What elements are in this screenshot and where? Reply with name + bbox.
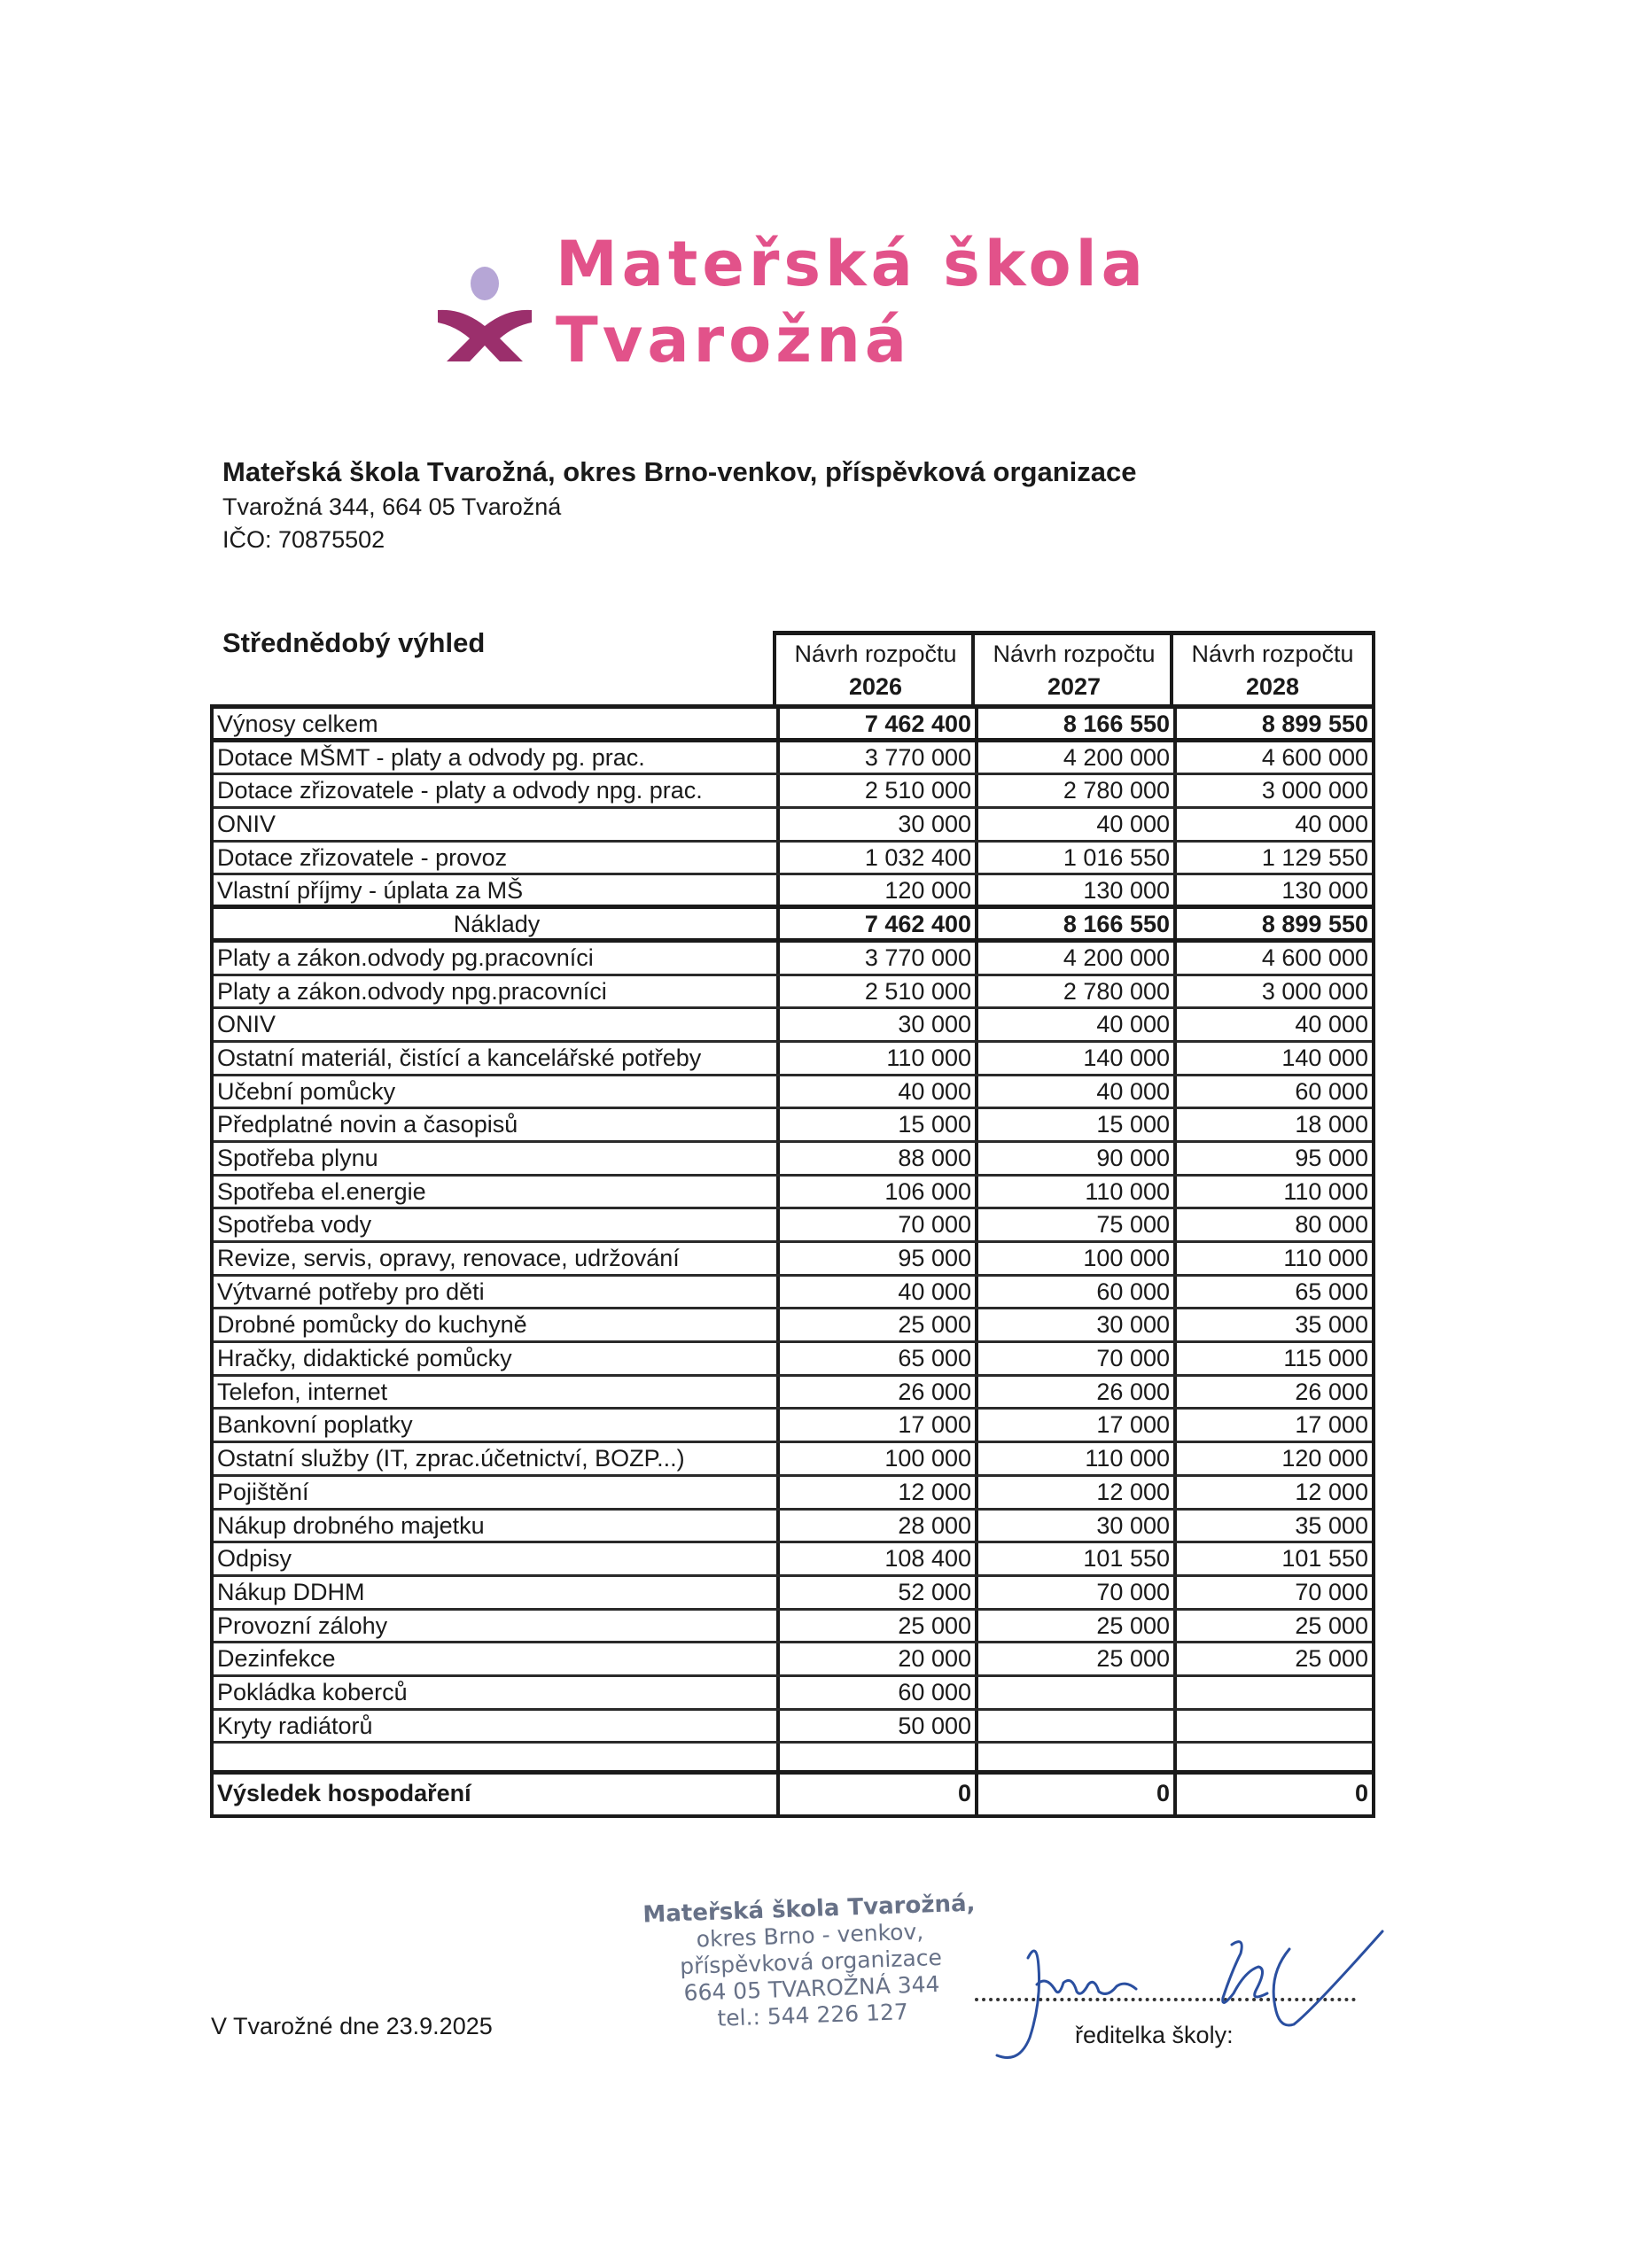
value-cell-2027: 4 200 000 <box>975 742 1173 773</box>
table-row <box>214 1410 1372 1443</box>
school-stamp <box>614 1889 1008 2035</box>
value-cell-2027: 100 000 <box>975 1243 1173 1274</box>
table-row <box>214 775 1372 809</box>
value-cell-2026: 1 032 400 <box>776 843 975 874</box>
row-label: Bankovní poplatky <box>217 1411 413 1439</box>
value-cell-2026: 88 000 <box>776 1143 975 1174</box>
value-cell-2026: 120 000 <box>776 875 975 905</box>
value-cell-2028: 115 000 <box>1173 1343 1372 1374</box>
stamp-line-2: okres Brno - venkov, <box>696 1918 924 1953</box>
date-line: V Tvarožné dne 23.9.2025 <box>211 2013 493 2039</box>
column-header-label: Návrh rozpočtu <box>794 641 957 667</box>
value-cell-2028: 18 000 <box>1173 1109 1372 1140</box>
table-row <box>214 1643 1372 1677</box>
row-label: ONIV <box>217 1011 276 1038</box>
table-row <box>214 1711 1372 1744</box>
row-label: Výsledek hospodaření <box>217 1780 471 1807</box>
row-label <box>214 1744 776 1770</box>
table-row <box>214 909 1372 943</box>
row-label: Spotřeba el.energie <box>217 1177 426 1205</box>
signature-label: ředitelka školy: <box>1075 2022 1234 2048</box>
table-row <box>214 1043 1372 1076</box>
table-row <box>214 1677 1372 1711</box>
value-cell-2027: 140 000 <box>975 1043 1173 1074</box>
column-header-year: 2027 <box>1047 673 1102 700</box>
row-label: Dotace MŠMT - platy a odvody pg. prac. <box>217 743 645 771</box>
logo-text <box>556 226 1148 378</box>
value-cell-2027: 70 000 <box>975 1343 1173 1374</box>
row-label: Dotace zřizovatele - platy a odvody npg. prac. <box>217 777 703 804</box>
value-cell-2027: 30 000 <box>975 1309 1173 1340</box>
value-cell-2027: 110 000 <box>975 1177 1173 1208</box>
table-row <box>214 875 1372 909</box>
value-cell-2026: 12 000 <box>776 1477 975 1508</box>
value-cell-2026: 52 000 <box>776 1577 975 1608</box>
value-cell-2027: 12 000 <box>975 1477 1173 1508</box>
table-row <box>214 1109 1372 1143</box>
value-cell-2026: 3 770 000 <box>776 742 975 773</box>
child-figure-icon <box>436 257 533 363</box>
row-label: Hračky, didaktické pomůcky <box>217 1345 512 1372</box>
column-header-2026 <box>773 631 975 704</box>
organization-address: Tvarožná 344, 664 05 Tvarožná <box>222 493 562 520</box>
value-cell-2026: 25 000 <box>776 1309 975 1340</box>
column-header-label: Návrh rozpočtu <box>993 641 1156 667</box>
table-row <box>214 1577 1372 1611</box>
value-cell-2028: 110 000 <box>1173 1177 1372 1208</box>
value-cell-2027: 40 000 <box>975 1009 1173 1040</box>
table-row <box>214 1343 1372 1377</box>
row-label: Nákup DDHM <box>217 1578 365 1605</box>
table-row <box>214 1511 1372 1544</box>
table-row <box>214 709 1372 742</box>
value-cell-2027: 17 000 <box>975 1410 1173 1441</box>
value-cell-2028: 8 899 550 <box>1173 909 1372 938</box>
row-label: Výnosy celkem <box>217 711 378 737</box>
table-row <box>214 1177 1372 1210</box>
value-cell-2026: 40 000 <box>776 1076 975 1107</box>
value-cell-2028: 95 000 <box>1173 1143 1372 1174</box>
value-cell-2028: 130 000 <box>1173 875 1372 905</box>
table-row <box>214 1076 1372 1110</box>
value-cell-2028: 0 <box>1173 1775 1372 1814</box>
row-label: Ostatní služby (IT, zprac.účetnictví, BOZP...) <box>217 1445 685 1472</box>
value-cell-2026: 26 000 <box>776 1377 975 1408</box>
value-cell-2027: 40 000 <box>975 1076 1173 1107</box>
value-cell-2027: 70 000 <box>975 1577 1173 1608</box>
value-cell-2028: 25 000 <box>1173 1611 1372 1642</box>
result-row <box>214 1775 1372 1814</box>
row-label: Dezinfekce <box>217 1645 336 1673</box>
value-cell-2026: 106 000 <box>776 1177 975 1208</box>
row-label: Drobné pomůcky do kuchyně <box>217 1311 527 1339</box>
value-cell-2028: 35 000 <box>1173 1511 1372 1542</box>
row-label: Spotřeba plynu <box>217 1144 378 1171</box>
table-row <box>214 1277 1372 1310</box>
table-row <box>214 1611 1372 1644</box>
value-cell-2027: 130 000 <box>975 875 1173 905</box>
column-header-year: 2028 <box>1245 673 1300 700</box>
value-cell-2027: 25 000 <box>975 1643 1173 1674</box>
value-cell-2026: 15 000 <box>776 1109 975 1140</box>
stamp-line-1: Mateřská škola Tvarožná, <box>642 1890 976 1929</box>
row-label: Spotřeba vody <box>217 1211 372 1239</box>
row-label: Výtvarné potřeby pro děti <box>217 1278 485 1305</box>
value-cell-2027: 8 166 550 <box>975 909 1173 938</box>
value-cell-2027: 0 <box>975 1775 1173 1814</box>
column-header-year: 2026 <box>848 673 903 700</box>
school-logo <box>436 226 1148 385</box>
value-cell-2028: 120 000 <box>1173 1443 1372 1474</box>
value-cell-2026: 2 510 000 <box>776 775 975 806</box>
table-row <box>214 1209 1372 1243</box>
value-cell-2027: 60 000 <box>975 1277 1173 1308</box>
value-cell-2026: 20 000 <box>776 1643 975 1674</box>
value-cell-2028: 4 600 000 <box>1173 742 1372 773</box>
table-row <box>214 976 1372 1010</box>
row-label: Platy a zákon.odvody pg.pracovníci <box>217 944 594 971</box>
table-row <box>214 1309 1372 1343</box>
row-label: Kryty radiátorů <box>217 1712 373 1739</box>
row-label: Pojištění <box>217 1478 309 1505</box>
value-cell-2026: 0 <box>776 1775 975 1814</box>
organization-header <box>222 454 1136 556</box>
row-label: Provozní zálohy <box>217 1612 388 1639</box>
value-cell-2026: 7 462 400 <box>776 909 975 938</box>
value-cell-2026: 108 400 <box>776 1543 975 1574</box>
value-cell-2026: 40 000 <box>776 1277 975 1308</box>
value-cell-2026: 60 000 <box>776 1677 975 1708</box>
table-body <box>210 704 1375 1818</box>
value-cell-2026: 50 000 <box>776 1711 975 1742</box>
value-cell-2028: 140 000 <box>1173 1043 1372 1074</box>
row-label: Učební pomůcky <box>217 1077 396 1105</box>
signature-stroke-3 <box>1223 1942 1267 2003</box>
table-row <box>214 1477 1372 1511</box>
value-cell-2026: 70 000 <box>776 1209 975 1240</box>
value-cell-2028: 8 899 550 <box>1173 709 1372 738</box>
value-cell-2028: 40 000 <box>1173 809 1372 840</box>
value-cell-2026: 95 000 <box>776 1243 975 1274</box>
row-label: Pokládka koberců <box>217 1678 408 1705</box>
column-header-2027 <box>971 631 1173 704</box>
table-row <box>214 843 1372 876</box>
value-cell-2028: 40 000 <box>1173 1009 1372 1040</box>
value-cell-2027: 30 000 <box>975 1511 1173 1542</box>
value-cell-2027: 75 000 <box>975 1209 1173 1240</box>
value-cell-2028: 110 000 <box>1173 1243 1372 1274</box>
table-row <box>214 809 1372 843</box>
value-cell-2027 <box>975 1677 1173 1708</box>
handwritten-signature <box>975 1905 1453 2082</box>
value-cell-2028: 4 600 000 <box>1173 943 1372 974</box>
value-cell-2028 <box>1173 1744 1372 1770</box>
signature-stroke-1 <box>997 1951 1039 2058</box>
value-cell-2026: 110 000 <box>776 1043 975 1074</box>
table-row <box>214 1543 1372 1577</box>
signature-stroke-4 <box>1273 1931 1382 2025</box>
value-cell-2027 <box>975 1711 1173 1742</box>
value-cell-2028: 26 000 <box>1173 1377 1372 1408</box>
organization-name: Mateřská škola Tvarožná, okres Brno-venkov, příspěvková organizace <box>222 456 1137 487</box>
value-cell-2028: 60 000 <box>1173 1076 1372 1107</box>
value-cell-2028 <box>1173 1711 1372 1742</box>
value-cell-2028: 3 000 000 <box>1173 976 1372 1007</box>
value-cell-2026: 30 000 <box>776 809 975 840</box>
logo-body <box>438 310 532 361</box>
value-cell-2028: 3 000 000 <box>1173 775 1372 806</box>
value-cell-2026: 100 000 <box>776 1443 975 1474</box>
value-cell-2028: 70 000 <box>1173 1577 1372 1608</box>
value-cell-2027: 40 000 <box>975 809 1173 840</box>
value-cell-2026: 30 000 <box>776 1009 975 1040</box>
value-cell-2026: 25 000 <box>776 1611 975 1642</box>
value-cell-2028: 25 000 <box>1173 1643 1372 1674</box>
section-title: Střednědobý výhled <box>222 627 486 658</box>
value-cell-2027: 26 000 <box>975 1377 1173 1408</box>
table-row <box>214 943 1372 976</box>
value-cell-2026: 28 000 <box>776 1511 975 1542</box>
value-cell-2028: 65 000 <box>1173 1277 1372 1308</box>
row-label: Platy a zákon.odvody npg.pracovníci <box>217 977 607 1005</box>
table-row <box>214 1009 1372 1043</box>
value-cell-2026: 65 000 <box>776 1343 975 1374</box>
logo-head <box>471 267 499 300</box>
stamp-line-3: příspěvková organizace <box>679 1944 943 1980</box>
column-header-label: Návrh rozpočtu <box>1191 641 1354 667</box>
row-label: Revize, servis, opravy, renovace, udržování <box>217 1245 680 1271</box>
table-row <box>214 1243 1372 1277</box>
value-cell-2027: 90 000 <box>975 1143 1173 1174</box>
value-cell-2027: 2 780 000 <box>975 976 1173 1007</box>
row-label: Vlastní příjmy - úplata za MŠ <box>217 877 524 905</box>
row-label: Ostatní materiál, čistící a kancelářské potřeby <box>217 1044 702 1071</box>
organization-ico: IČO: 70875502 <box>222 526 385 553</box>
value-cell-2027: 1 016 550 <box>975 843 1173 874</box>
value-cell-2028: 12 000 <box>1173 1477 1372 1508</box>
value-cell-2027 <box>975 1744 1173 1770</box>
value-cell-2026: 7 462 400 <box>776 709 975 738</box>
row-label: Předplatné novin a časopisů <box>217 1111 518 1138</box>
value-cell-2028: 35 000 <box>1173 1309 1372 1340</box>
row-label: Dotace zřizovatele - provoz <box>217 843 508 871</box>
value-cell-2026: 2 510 000 <box>776 976 975 1007</box>
value-cell-2027: 2 780 000 <box>975 775 1173 806</box>
value-cell-2028 <box>1173 1677 1372 1708</box>
value-cell-2027: 110 000 <box>975 1443 1173 1474</box>
empty-row <box>214 1744 1372 1775</box>
table-row <box>214 1143 1372 1177</box>
row-label: Odpisy <box>217 1545 292 1573</box>
value-cell-2028: 1 129 550 <box>1173 843 1372 874</box>
logo-line-1: Mateřská škola <box>556 228 1148 300</box>
value-cell-2028: 17 000 <box>1173 1410 1372 1441</box>
value-cell-2026: 17 000 <box>776 1410 975 1441</box>
table-row <box>214 742 1372 776</box>
value-cell-2026: 3 770 000 <box>776 943 975 974</box>
value-cell-2027: 4 200 000 <box>975 943 1173 974</box>
value-cell-2028: 80 000 <box>1173 1209 1372 1240</box>
value-cell-2027: 8 166 550 <box>975 709 1173 738</box>
row-label: ONIV <box>217 811 276 838</box>
value-cell-2028: 101 550 <box>1173 1543 1372 1574</box>
stamp-line-4: 664 05 TVAROŽNÁ 344 <box>683 1970 940 2007</box>
stamp-line-5: tel.: 544 226 127 <box>716 1999 909 2031</box>
table-row <box>214 1377 1372 1410</box>
row-label: Telefon, internet <box>217 1378 388 1405</box>
column-header-2028 <box>1170 631 1375 704</box>
row-label: Náklady <box>453 911 541 938</box>
table-row <box>214 1443 1372 1477</box>
logo-line-2: Tvarožná <box>556 304 912 377</box>
signature-stroke-2 <box>1037 1981 1136 1994</box>
value-cell-2027: 25 000 <box>975 1611 1173 1642</box>
value-cell-2027: 101 550 <box>975 1543 1173 1574</box>
value-cell-2026 <box>776 1744 975 1770</box>
row-label: Nákup drobného majetku <box>217 1511 485 1539</box>
value-cell-2027: 15 000 <box>975 1109 1173 1140</box>
